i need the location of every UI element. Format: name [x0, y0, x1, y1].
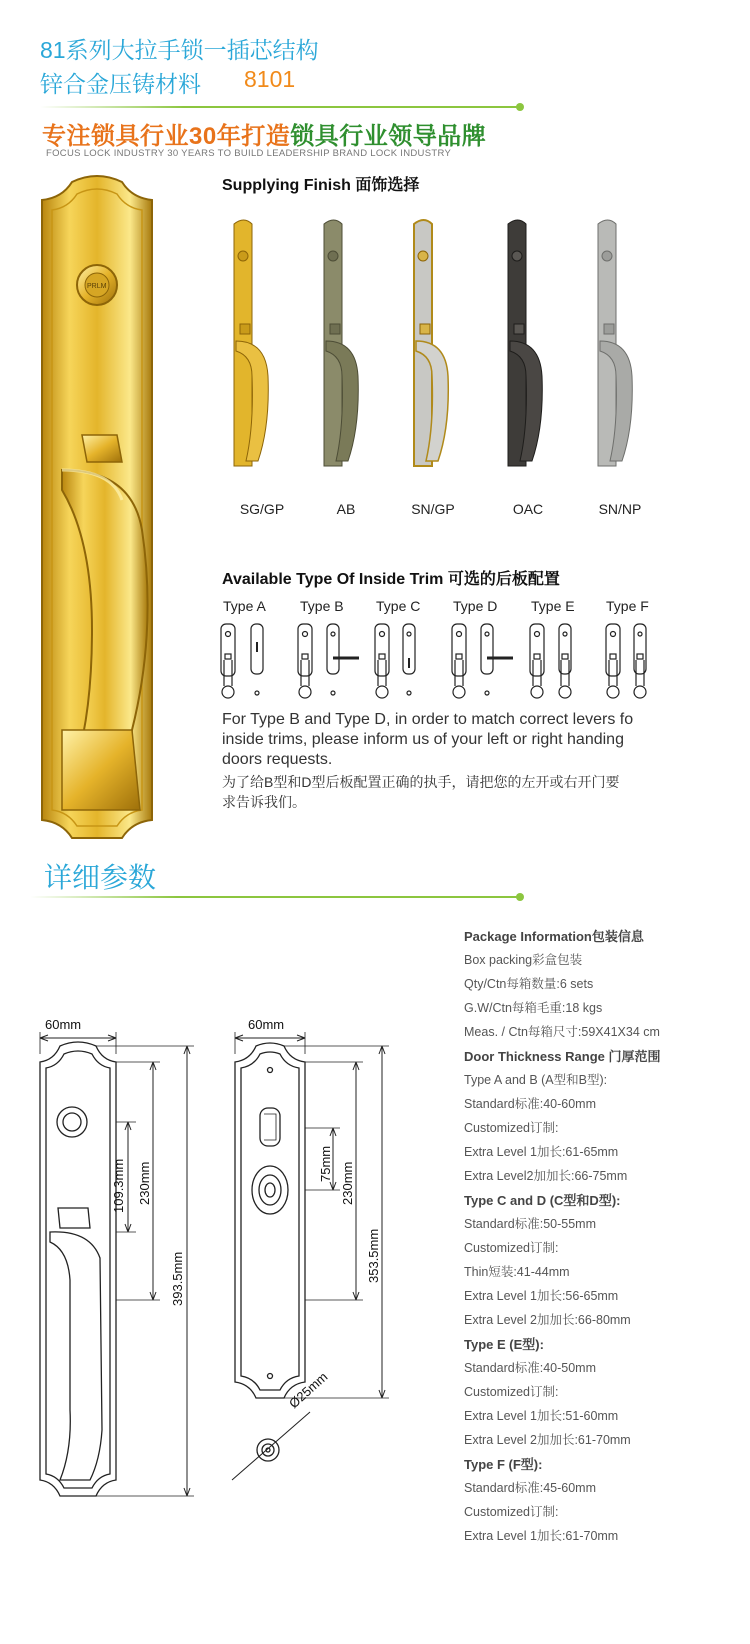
dim-rose-diameter: Ø25mm [286, 1369, 331, 1412]
spec-line: Standard标准:40-60mm [464, 1097, 597, 1111]
spec-line: Type C and D (C型和D型): [464, 1193, 621, 1208]
main-product-image [22, 170, 212, 850]
spec-line: Extra Level 1加长:51-60mm [464, 1409, 619, 1423]
model-number: 8101 [244, 66, 296, 92]
spec-line: Standard标准:50-55mm [464, 1217, 597, 1231]
trim-diagrams [215, 620, 675, 702]
spec-line: Customized订制: [464, 1121, 559, 1135]
trim-note-en-1: For Type B and Type D, in order to match correct levers fo [222, 711, 634, 728]
product-series-title: 81系列大拉手锁一插芯结构 [40, 37, 319, 63]
spec-line: Extra Level 1加长:61-70mm [464, 1529, 619, 1543]
slogan-orange: 专注锁具行业30年打造 [42, 123, 291, 150]
spec-line: Box packing彩盒包装 [464, 953, 583, 967]
dim-back-spacing: 75mm [318, 1145, 333, 1182]
spec-line: Customized订制: [464, 1505, 559, 1519]
spec-line: Extra Level 1加长:61-65mm [464, 1145, 619, 1159]
spec-line: Extra Level 2加加长:61-70mm [464, 1433, 631, 1447]
finish-image-sn-gp [406, 216, 466, 491]
dim-back-width: 60mm [248, 1017, 285, 1032]
trim-type-d-label: Type D [453, 598, 498, 614]
spec-line: Customized订制: [464, 1241, 559, 1255]
spec-line: Extra Level2加加长:66-75mm [464, 1169, 628, 1183]
finish-image-ab [316, 216, 376, 491]
trim-type-e-label: Type E [531, 598, 575, 614]
trim-note-cn-1: 为了给B型和D型后板配置正确的执手，请把您的左开或右开门要 [222, 774, 620, 790]
slogan-green: 锁具行业领导品牌 [290, 123, 487, 150]
details-divider [30, 896, 520, 898]
spec-line: Door Thickness Range 门厚范围 [464, 1049, 661, 1064]
trim-type-c-label: Type C [376, 598, 421, 614]
header-divider [40, 106, 520, 108]
dim-back-upper: 230mm [340, 1161, 355, 1205]
spec-line: Type E (E型): [464, 1337, 544, 1352]
spec-line: Extra Level 2加加长:66-80mm [464, 1313, 631, 1327]
technical-drawing [20, 1010, 420, 1570]
trim-section-title: Available Type Of Inside Trim 可选的后板配置 [222, 571, 560, 588]
trim-note-en-3: doors requests. [222, 751, 333, 768]
dim-back-total: 353.5mm [366, 1228, 381, 1283]
brand-slogan [42, 116, 486, 151]
dim-front-total: 393.5mm [170, 1251, 185, 1306]
details-divider-dot [516, 893, 524, 901]
spec-line: Package Information包装信息 [464, 929, 644, 944]
keyhole-brand: PRLM [87, 283, 107, 290]
trim-note-cn-2: 求告诉我们。 [222, 794, 306, 810]
finish-section-title: Supplying Finish 面饰选择 [222, 177, 420, 194]
finish-image-oac [500, 216, 560, 491]
finish-label-ab: AB [336, 501, 356, 517]
spec-line: Meas. / Ctn每箱尺寸:59X41X34 cm [464, 1025, 660, 1039]
spec-line: Extra Level 1加长:56-65mm [464, 1289, 619, 1303]
finish-label-sg-gp: SG/GP [239, 501, 285, 517]
slogan-english: FOCUS LOCK INDUSTRY 30 YEARS TO BUILD LEADERSHIP BRAND LOCK INDUSTRY [46, 148, 452, 159]
trim-type-f-label: Type F [606, 598, 649, 614]
divider-dot [516, 103, 524, 111]
details-title: 详细参数 [44, 862, 157, 893]
dim-front-upper: 230mm [137, 1161, 152, 1205]
finish-label-sn-gp: SN/GP [411, 501, 455, 517]
dim-front-width: 60mm [45, 1017, 82, 1032]
trim-type-b-label: Type B [300, 598, 344, 614]
material-label: 锌合金压铸材料 [40, 71, 201, 97]
spec-line: Customized订制: [464, 1385, 559, 1399]
spec-line: Thin短装:41-44mm [464, 1265, 570, 1279]
trim-type-a-label: Type A [223, 598, 266, 614]
spec-line: Standard标准:40-50mm [464, 1361, 597, 1375]
spec-line: Standard标准:45-60mm [464, 1481, 597, 1495]
spec-line: Qty/Ctn每箱数量:6 sets [464, 977, 594, 991]
trim-note-en-2: inside trims, please inform us of your left or right handing [222, 731, 624, 748]
dim-cylinder-height: 109.3mm [111, 1158, 126, 1213]
finish-image-sn-np [590, 216, 650, 491]
finish-label-sn-np: SN/NP [598, 501, 642, 517]
finish-image-sg-gp [226, 216, 286, 491]
finish-label-oac: OAC [512, 501, 544, 517]
spec-line: Type A and B (A型和B型): [464, 1073, 608, 1087]
spec-line: G.W/Ctn每箱毛重:18 kgs [464, 1001, 603, 1015]
spec-line: Type F (F型): [464, 1457, 543, 1472]
